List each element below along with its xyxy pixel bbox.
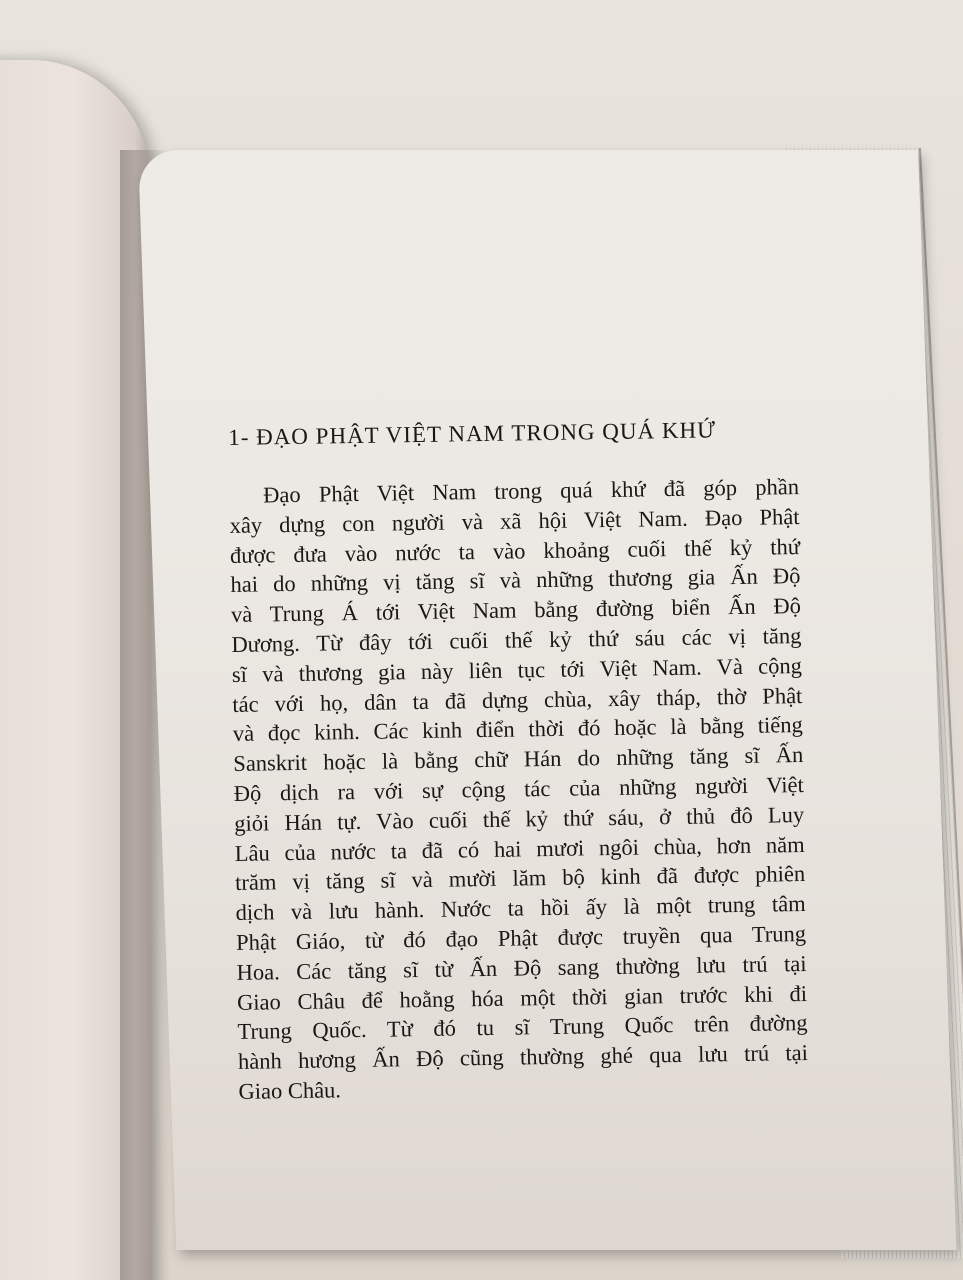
text-line: Giao Châu để hoằng hóa một thời gian trước khi đi	[236, 980, 808, 1015]
body-paragraph	[229, 472, 809, 1107]
page-content	[228, 416, 809, 1107]
text-line: Phật Giáo, từ đó đạo Phật được truyền qua Trung	[235, 920, 807, 955]
text-line: Sanskrit hoặc là bằng chữ Hán do những tăng sĩ Ấn	[233, 742, 804, 777]
text-line: Trung Quốc. Từ đó tu sĩ Trung Quốc trên đường	[237, 1010, 808, 1045]
text-line: và Trung Á tới Việt Nam bằng đường biển Ấn Độ	[230, 593, 802, 628]
text-line: Hoa. Các tăng sĩ từ Ấn Độ sang thường lưu trú tại	[236, 950, 807, 985]
text-line: dịch và lưu hành. Nước ta hồi ấy là một trung tâm	[235, 891, 806, 926]
text-line: hai do những vị tăng sĩ và những thương gia Ấn Độ	[230, 563, 801, 598]
text-line: trăm vị tăng sĩ và mười lăm bộ kinh đã được phiên	[234, 861, 806, 896]
text-line: được đưa vào nước ta vào khoảng cuối thế kỷ thứ	[229, 533, 801, 568]
text-line: tác với họ, dân ta đã dựng chùa, xây tháp, thờ Phật	[232, 682, 803, 717]
text-line: Đạo Phật Việt Nam trong quá khứ đã góp phần	[262, 474, 800, 508]
text-line: xây dựng con người và xã hội Việt Nam. Đạo Phật	[229, 503, 800, 538]
text-line: Giao Châu.	[238, 1077, 342, 1104]
text-line: Độ dịch ra với sự cộng tác của những người Việt	[233, 771, 804, 806]
text-line: Lâu của nước ta đã có hai mươi ngôi chùa, hơn năm	[234, 831, 805, 866]
text-line: hành hương Ấn Độ cũng thường ghé qua lưu trú tại	[237, 1040, 809, 1075]
text-line: sĩ và thương gia này liên tục tới Việt Nam. Và cộng	[231, 652, 803, 687]
text-line: giỏi Hán tự. Vào cuối thế kỷ thứ sáu, ở thủ đô Luy	[234, 801, 805, 836]
text-line: và đọc kinh. Các kinh điển thời đó hoặc là bằng tiếng	[232, 712, 803, 747]
chapter-heading: 1- ĐẠO PHẬT VIỆT NAM TRONG QUÁ KHỨ	[228, 417, 717, 450]
text-line: Dương. Từ đây tới cuối thế kỷ thứ sáu các vị tăng	[231, 623, 802, 657]
